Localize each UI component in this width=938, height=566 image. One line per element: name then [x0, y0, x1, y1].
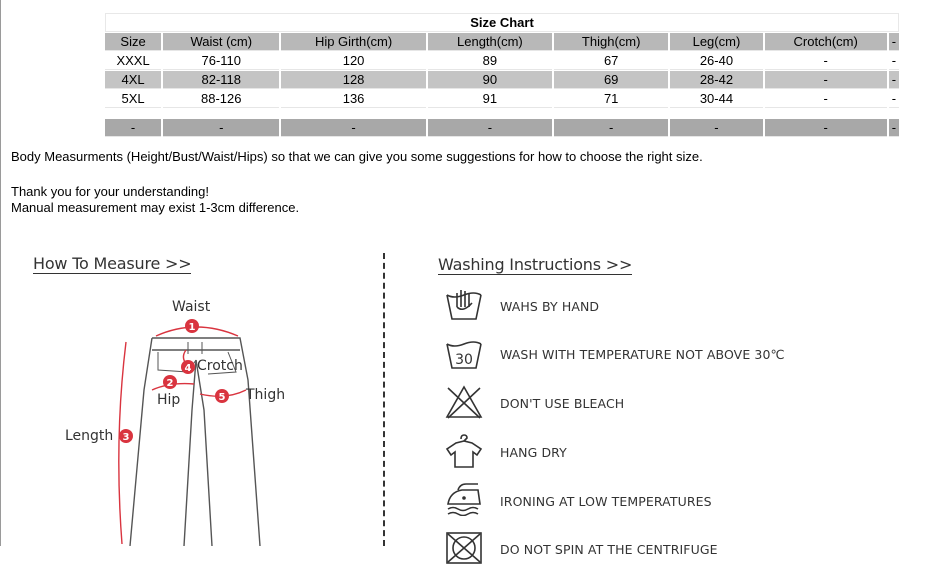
table-cell: -: [670, 119, 762, 137]
table-cell: 5XL: [105, 90, 161, 108]
col-header-waist: Waist (cm): [163, 33, 279, 51]
no-bleach-icon: [444, 384, 484, 420]
table-cell: 4XL: [105, 71, 161, 89]
table-cell: -: [889, 52, 899, 70]
label-waist: Waist: [172, 299, 211, 315]
hang-dry-icon: [444, 433, 484, 469]
wash-label-bleach: DON'T USE BLEACH: [500, 396, 625, 411]
table-cell: -: [765, 71, 887, 89]
table-row: [105, 52, 899, 70]
marker-3-text: 3: [122, 432, 130, 443]
col-header-hip: Hip Girth(cm): [281, 33, 425, 51]
table-cell: 91: [428, 90, 552, 108]
label-hip: Hip: [157, 392, 181, 408]
table-cell: 90: [428, 71, 552, 89]
no-spin-icon: [444, 530, 484, 566]
wash-30-text: 30: [455, 352, 473, 368]
col-header-length: Length(cm): [428, 33, 552, 51]
col-header-extra: -: [889, 33, 899, 51]
label-thigh: Thigh: [246, 387, 286, 403]
table-cell: -: [163, 119, 279, 137]
how-to-measure-heading: How To Measure >>: [33, 254, 192, 273]
col-header-thigh: Thigh(cm): [554, 33, 668, 51]
table-cell: -: [105, 119, 161, 137]
table-row: [105, 119, 899, 137]
table-cell: 30-44: [670, 90, 762, 108]
washing-instructions-heading: Washing Instructions >>: [438, 255, 633, 274]
table-cell: -: [889, 119, 899, 137]
marker-4-text: 4: [184, 363, 192, 374]
label-crotch: Crotch: [197, 358, 243, 374]
table-cell: -: [281, 119, 425, 137]
wash-label-iron: IRONING AT LOW TEMPERATURES: [500, 494, 712, 509]
table-cell: 128: [281, 71, 425, 89]
wash-label-spin: DO NOT SPIN AT THE CENTRIFUGE: [500, 542, 718, 557]
table-row: [105, 71, 899, 89]
col-header-size: Size: [105, 33, 161, 51]
size-chart-table: [103, 12, 901, 138]
table-cell: 89: [428, 52, 552, 70]
table-row: [105, 90, 899, 108]
table-cell: 88-126: [163, 90, 279, 108]
table-cell: 26-40: [670, 52, 762, 70]
table-cell: XXXL: [105, 52, 161, 70]
table-cell: 69: [554, 71, 668, 89]
table-cell: -: [765, 119, 887, 137]
table-cell: -: [889, 71, 899, 89]
table-cell: 136: [281, 90, 425, 108]
wash-label-hand: WAHS BY HAND: [500, 299, 600, 314]
table-cell: -: [765, 52, 887, 70]
table-cell: 82-118: [163, 71, 279, 89]
table-cell: 28-42: [670, 71, 762, 89]
body-measurements-note: Body Measurments (Height/Bust/Waist/Hips) so that we can give you some suggestions for how to choose the right size.: [11, 149, 703, 164]
iron-low-icon: [444, 480, 484, 516]
wash-label-30: WASH WITH TEMPERATURE NOT ABOVE 30℃: [500, 347, 785, 362]
left-border: [0, 0, 1, 546]
marker-2-text: 2: [166, 378, 174, 389]
thanks-note: Thank you for your understanding!: [11, 184, 210, 199]
size-chart-title: Size Chart: [105, 13, 899, 32]
table-cell: -: [554, 119, 668, 137]
wash-30-icon: [444, 336, 484, 372]
col-header-leg: Leg(cm): [670, 33, 762, 51]
table-cell: 76-110: [163, 52, 279, 70]
table-spacer: [105, 109, 899, 118]
label-length: Length: [65, 428, 114, 444]
table-cell: 71: [554, 90, 668, 108]
table-cell: 67: [554, 52, 668, 70]
table-cell: -: [889, 90, 899, 108]
hand-wash-icon: [444, 287, 484, 323]
section-divider: [383, 253, 385, 546]
col-header-crotch: Crotch(cm): [765, 33, 887, 51]
table-cell: -: [428, 119, 552, 137]
difference-note: Manual measurement may exist 1-3cm difference.: [11, 200, 300, 215]
wash-label-hang: HANG DRY: [500, 445, 567, 460]
marker-5-text: 5: [218, 392, 226, 403]
pants-measure-diagram: [100, 290, 290, 546]
marker-1-text: 1: [188, 322, 196, 333]
table-header-row: [105, 33, 899, 51]
table-cell: 120: [281, 52, 425, 70]
table-cell: -: [765, 90, 887, 108]
